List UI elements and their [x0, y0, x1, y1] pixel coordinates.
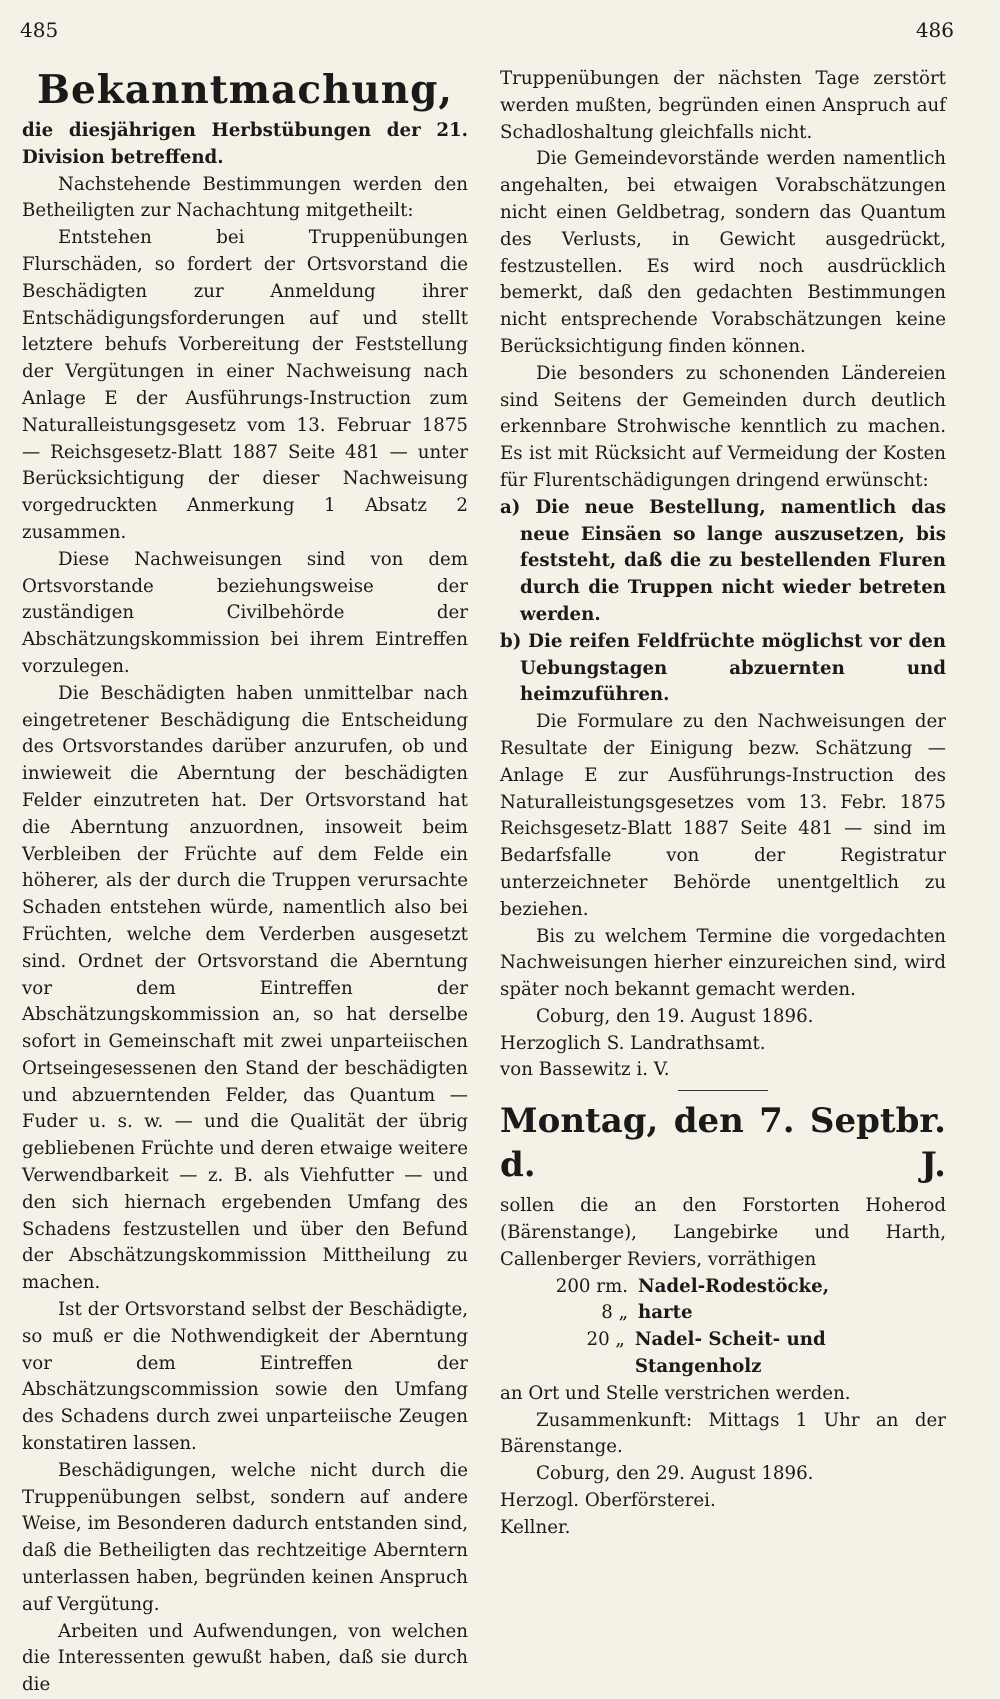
- signature-name: Kellner.: [500, 1516, 571, 1538]
- list-item: [548, 1300, 946, 1327]
- wood-type: harte: [638, 1302, 693, 1324]
- place-date: Coburg, den 19. August 1896.: [536, 1005, 814, 1027]
- quantity: 20 „: [586, 1329, 625, 1351]
- announcement-title: Bekanntmachung,: [37, 67, 453, 113]
- paragraph: an Ort und Stelle verstrichen werden.: [500, 1382, 851, 1404]
- list-item-a: a) Die neue Bestellung, namentlich das neue Einsäen so lange auszusetzen, bis feststeht, daß die zu bestellenden Fluren durch die Truppen nicht wieder betreten werden.: [500, 496, 946, 625]
- wood-type: Nadel-Rodestöcke,: [638, 1275, 830, 1297]
- paragraph: Die Formulare zu den Nachweisungen der Resultate der Einigung bezw. Schätzung — Anlage E zur Ausführungs-Instruction des Naturalleistungsgesetzes vom 13. Febr. 1875 Reichsgesetz-Blatt 1887 Seite 481 — sind im Bedarfsfalle von der Registratur unterzeichneter Behörde unentgeltlich zu beziehen.: [500, 711, 946, 920]
- paragraph: Diese Nachweisungen sind von dem Ortsvorstande beziehungsweise der zuständigen Civilbehörde der Abschätzungskommission bei ihrem Eintreffen vorzulegen.: [22, 548, 468, 677]
- paragraph: Die Gemeindevorstände werden namentlich angehalten, bei etwaigen Vorabschätzungen nicht einen Geldbetrag, sondern das Quantum des Verlusts, in Gewicht ausgedrückt, festzustellen. Es wird noch ausdrücklich bemerkt, daß den gedachten Bestimmungen nicht entsprechende Vorabschätzungen keine Berücksichtigung finden können.: [500, 148, 946, 357]
- quantity: 200 rm.: [555, 1275, 628, 1297]
- divider: [678, 1090, 768, 1091]
- paragraph: Arbeiten und Aufwendungen, von welchen die Interessenten gewußt haben, daß sie durch die: [22, 1620, 468, 1696]
- list-item: [548, 1327, 946, 1381]
- quantity: 8 „: [601, 1302, 628, 1324]
- wood-type: Nadel- Scheit- und Stangenholz: [634, 1329, 826, 1378]
- paragraph: Beschädigungen, welche nicht durch die Truppenübungen selbst, sondern auf andere Weise, im Besonderen dadurch entstanden sind, daß die Betheiligten das rechtzeitige Aberntern unterlassen haben, begründen keinen Anspruch auf Vergütung.: [22, 1459, 468, 1615]
- signature-office: Herzogl. Oberförsterei.: [500, 1490, 716, 1512]
- signature-office: Herzoglich S. Landrathsamt.: [500, 1032, 766, 1054]
- paragraph: Die besonders zu schonenden Ländereien sind Seitens der Gemeinden durch deutlich erkennbare Strohwische kenntlich zu machen. Es ist mit Rücksicht auf Vermeidung der Kosten für Flurentschädigungen dringend erwünscht:: [500, 362, 946, 491]
- list-item-b: b) Die reifen Feldfrüchte möglichst vor den Uebungstagen abzuernten und heimzuführen.: [500, 630, 946, 706]
- paragraph: Bis zu welchem Termine die vorgedachten Nachweisungen hierher einzureichen sind, wird später noch bekannt gemacht werden.: [500, 925, 946, 1001]
- right-column: [500, 66, 946, 1542]
- left-column: [22, 66, 468, 1699]
- paragraph: Entstehen bei Truppenübungen Flurschäden, so fordert der Ortsvorstand die Beschädigten zur Anmeldung ihrer Entschädigungsforderungen auf und stellt letztere behufs Vorbereitung der Feststellung der Vergütungen in einer Nachweisung nach Anlage E der Ausführungs-Instruction zum Naturalleistungsgesetz vom 13. Februar 1875 — Reichsgesetz-Blatt 1887 Seite 481 — unter Berücksichtigung der dieser Nachweisung vorgedruckten Anmerkung 1 Absatz 2 zusammen.: [22, 227, 468, 543]
- signature-name: von Bassewitz i. V.: [500, 1059, 670, 1081]
- paragraph: Nachstehende Bestimmungen werden den Betheiligten zur Nachachtung mitgetheilt:: [22, 173, 468, 222]
- list-item: [548, 1274, 946, 1301]
- paragraph: Truppenübungen der nächsten Tage zerstört werden mußten, begründen einen Anspruch auf Schadloshaltung gleichfalls nicht.: [500, 68, 946, 143]
- paragraph: sollen die an den Forstorten Hoherod (Bärenstange), Langebirke und Harth, Callenberger Reviers, vorräthigen: [500, 1195, 946, 1270]
- wood-list: [548, 1274, 946, 1381]
- paragraph: Die Beschädigten haben unmittelbar nach eingetretener Beschädigung die Entscheidung des Ortsvorstandes darüber anzurufen, ob und inwieweit die Aberntung der beschädigten Felder einzutreten hat. Der Ortsvorstand hat die Aberntung anzuordnen, insoweit beim Verbleiben der Früchte auf dem Felde ein höherer, als der durch die Truppen verursachte Schaden entstehen würde, namentlich also bei Früchten, welche dem Verderben ausgesetzt sind. Ordnet der Ortsvorstand die Aberntung vor dem Eintreffen der Abschätzungskommission an, so hat derselbe sofort in Gemeinschaft mit zwei unparteiischen Ortseingesessenen den Stand der beschädigten und abzuerntenden Felder, das Quantum — Fuder u. s. w. — und die Qualität der übrig gebliebenen Früchte und deren etwaige weitere Verwendbarkeit — z. B. als Viehfutter — und den sich hiernach ergebenden Umfang des Schadens festzustellen und über den Befund der Abschätzungskommission Mittheilung zu machen.: [22, 682, 468, 1294]
- place-date: Coburg, den 29. August 1896.: [536, 1463, 814, 1485]
- auction-headline: Montag, den 7. Septbr. d. J.: [500, 1101, 946, 1186]
- page-number-right: 486: [915, 18, 954, 42]
- paragraph: Ist der Ortsvorstand selbst der Beschädigte, so muß er die Nothwendigkeit der Aberntung vor dem Eintreffen der Abschätzungscommission sowie den Umfang des Schadens durch zwei unparteiische Zeugen konstatiren lassen.: [22, 1299, 468, 1455]
- page-number-left: 485: [20, 18, 59, 42]
- announcement-subtitle: die diesjährigen Herbstübungen der 21. Division betreffend.: [22, 120, 468, 168]
- paragraph: Zusammenkunft: Mittags 1 Uhr an der Bärenstange.: [500, 1409, 946, 1458]
